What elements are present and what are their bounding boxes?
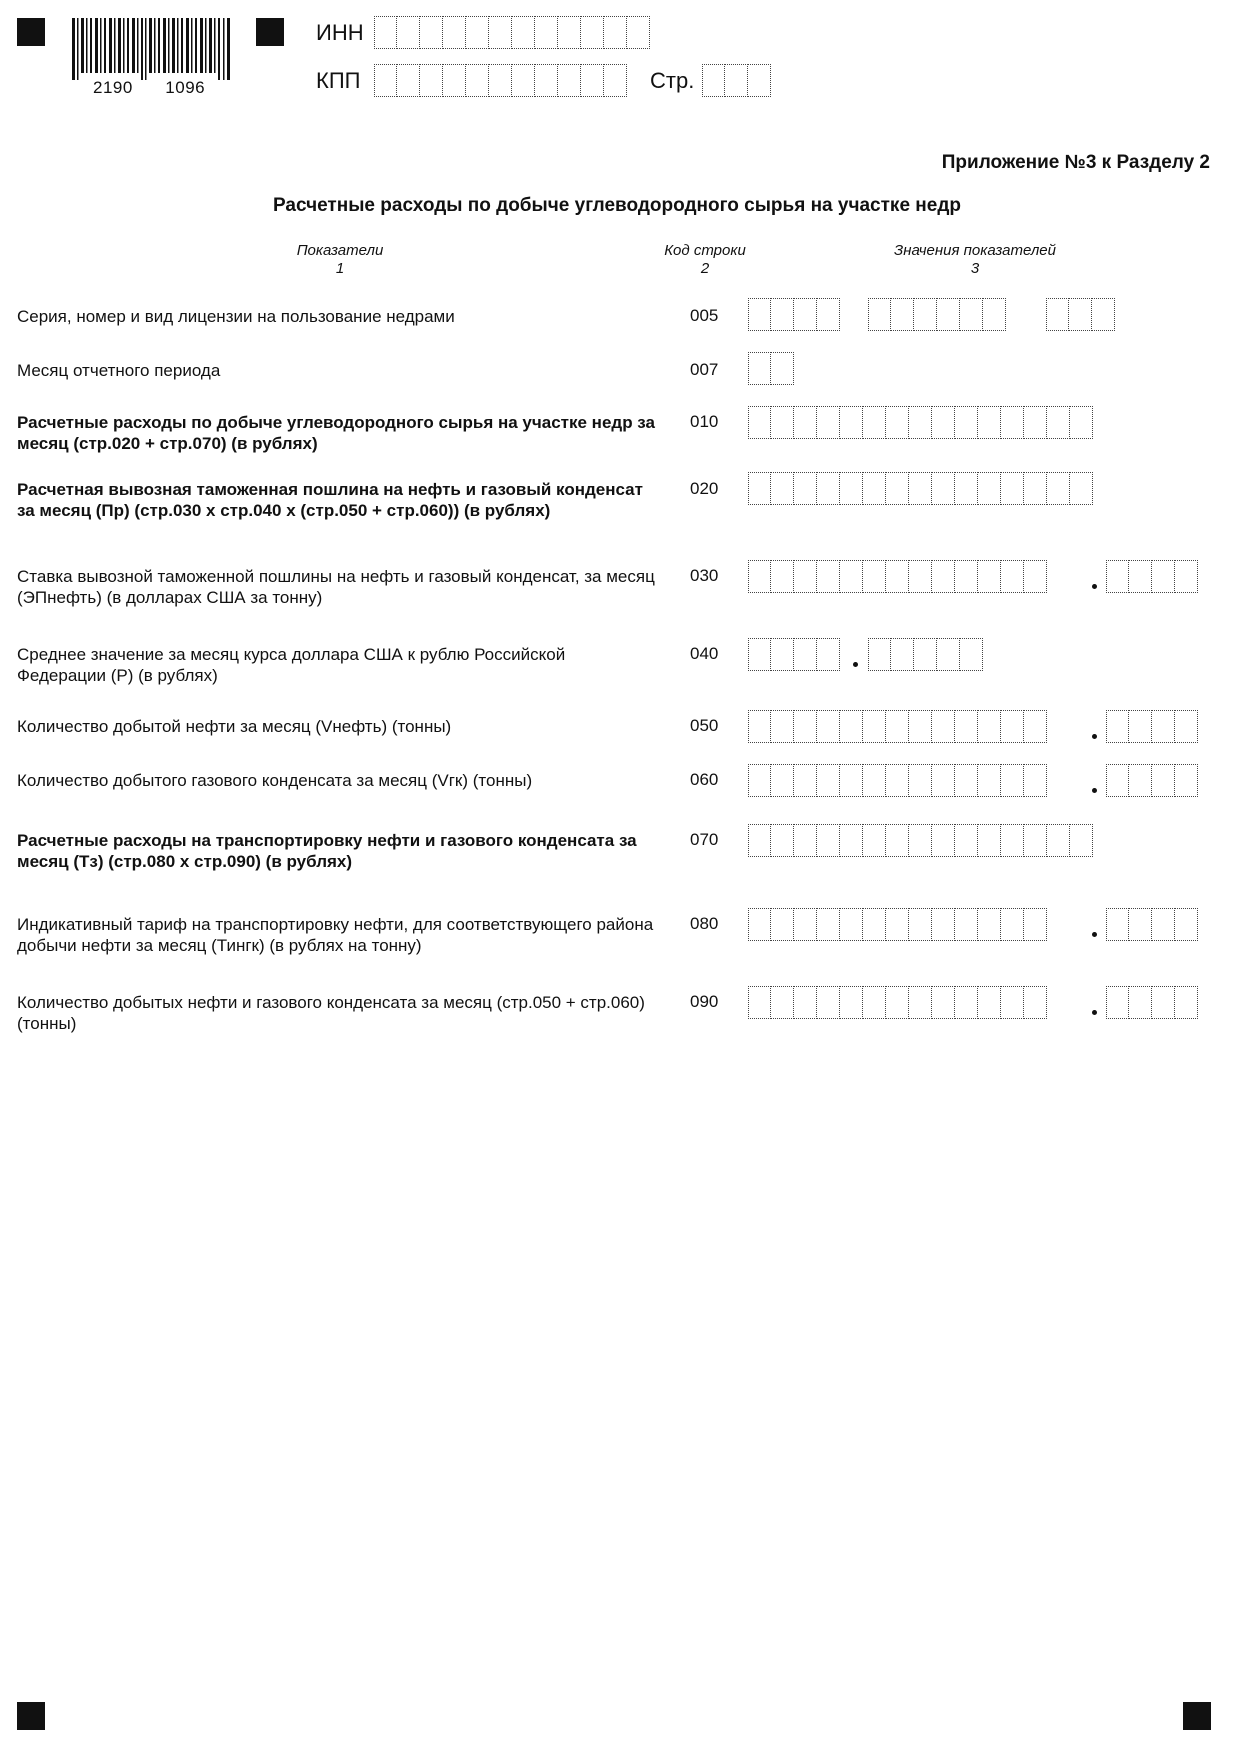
value-cell[interactable] [771,352,794,385]
value-cell[interactable] [794,908,817,941]
value-cell[interactable] [932,908,955,941]
value-cell[interactable] [771,824,794,857]
value-cell[interactable] [840,824,863,857]
value-field-090-integer[interactable] [748,986,1047,1019]
value-cell[interactable] [1047,824,1070,857]
column-header-line-code-label: Код строки [664,242,746,259]
column-header-indicators-number: 1 [335,260,345,277]
row-label-007: Месяц отчетного периода [17,361,221,380]
column-header-line-code-number: 2 [700,260,710,277]
value-cell[interactable] [1047,406,1070,439]
column-header-line-code [640,242,770,278]
value-cell[interactable] [863,824,886,857]
value-field-070[interactable] [748,824,1093,857]
value-cell[interactable] [1175,560,1198,593]
value-cell[interactable] [914,298,937,331]
value-cell[interactable] [909,560,932,593]
value-cell[interactable] [748,406,771,439]
inn-cell[interactable] [489,16,512,49]
inn-cell[interactable] [374,16,397,49]
value-cell[interactable] [863,764,886,797]
value-cell[interactable] [978,472,1001,505]
column-header-indicators [240,242,440,278]
license-type-field[interactable] [1046,298,1115,331]
value-cell[interactable] [1175,710,1198,743]
value-cell[interactable] [1001,560,1024,593]
value-cell[interactable] [891,638,914,671]
value-cell[interactable] [748,764,771,797]
value-cell[interactable] [748,638,771,671]
value-cell[interactable] [794,824,817,857]
page-cell[interactable] [748,64,771,97]
decimal-point [1092,584,1097,589]
value-cell[interactable] [1024,406,1047,439]
row-code-070: 070 [690,830,719,849]
value-cell[interactable] [932,560,955,593]
value-field-040-decimal[interactable] [868,638,983,671]
row-code-007: 007 [690,360,719,379]
page-cell[interactable] [702,64,725,97]
corner-marker-top-right [256,18,284,46]
inn-field[interactable] [374,16,650,49]
value-cell[interactable] [817,908,840,941]
value-cell[interactable] [886,908,909,941]
value-cell[interactable] [1175,764,1198,797]
row-label-050: Количество добытой нефти за месяц (Vнефть) (тонны) [17,717,452,736]
inn-cell[interactable] [581,16,604,49]
value-cell[interactable] [863,472,886,505]
value-cell[interactable] [983,298,1006,331]
value-cell[interactable] [1106,710,1129,743]
value-field-080-integer[interactable] [748,908,1047,941]
row-code-040: 040 [690,644,719,663]
value-cell[interactable] [1152,764,1175,797]
value-cell[interactable] [1175,986,1198,1019]
value-cell[interactable] [909,986,932,1019]
value-cell[interactable] [748,298,771,331]
value-cell[interactable] [1024,986,1047,1019]
month-field[interactable] [748,352,794,385]
value-cell[interactable] [840,710,863,743]
value-cell[interactable] [817,710,840,743]
value-cell[interactable] [817,638,840,671]
value-cell[interactable] [1001,764,1024,797]
value-field-080-decimal[interactable] [1106,908,1198,941]
barcode-number-right: 1096 [165,78,206,97]
kpp-cell[interactable] [420,64,443,97]
value-field-020[interactable] [748,472,1093,505]
value-cell[interactable] [1070,406,1093,439]
value-cell[interactable] [932,764,955,797]
value-cell[interactable] [909,908,932,941]
inn-cell[interactable] [420,16,443,49]
value-cell[interactable] [1129,764,1152,797]
value-cell[interactable] [794,560,817,593]
value-cell[interactable] [886,710,909,743]
value-cell[interactable] [1001,472,1024,505]
value-cell[interactable] [932,986,955,1019]
value-field-090-decimal[interactable] [1106,986,1198,1019]
kpp-cell[interactable] [489,64,512,97]
value-cell[interactable] [794,472,817,505]
row-label-070: Расчетные расходы на транспортировку нефти и газового конденсата за месяц (Тз) (стр.080 х стр.090) (в рублях) [17,831,637,871]
value-cell[interactable] [978,764,1001,797]
value-cell[interactable] [909,764,932,797]
value-cell[interactable] [914,638,937,671]
value-field-050-decimal[interactable] [1106,710,1198,743]
corner-marker-bottom-right [1183,1702,1211,1730]
value-cell[interactable] [1092,298,1115,331]
row-label-040: Среднее значение за месяц курса доллара США к рублю Российской Федерации (Р) (в рублях) [17,645,566,685]
value-cell[interactable] [863,406,886,439]
value-cell[interactable] [909,710,932,743]
value-cell[interactable] [840,560,863,593]
kpp-label: КПП [316,68,361,93]
row-code-030: 030 [690,566,719,585]
decimal-point [853,662,858,667]
value-cell[interactable] [1046,298,1069,331]
value-cell[interactable] [771,406,794,439]
inn-cell[interactable] [466,16,489,49]
value-field-060-decimal[interactable] [1106,764,1198,797]
value-cell[interactable] [794,406,817,439]
column-header-values [850,242,1100,278]
kpp-cell[interactable] [374,64,397,97]
value-cell[interactable] [1152,560,1175,593]
inn-label: ИНН [316,20,364,45]
value-cell[interactable] [771,472,794,505]
license-series-field[interactable] [748,298,840,331]
value-cell[interactable] [978,824,1001,857]
row-label-010: Расчетные расходы по добыче углеводородного сырья на участке недр за месяц (стр.020 + стр.070) (в рублях) [17,413,655,453]
value-cell[interactable] [1047,472,1070,505]
value-cell[interactable] [1069,298,1092,331]
value-cell[interactable] [1129,986,1152,1019]
value-cell[interactable] [748,472,771,505]
value-cell[interactable] [1024,764,1047,797]
value-cell[interactable] [891,298,914,331]
value-cell[interactable] [937,298,960,331]
value-cell[interactable] [794,638,817,671]
value-cell[interactable] [748,710,771,743]
row-label-005: Серия, номер и вид лицензии на пользование недрами [17,307,455,326]
value-cell[interactable] [748,560,771,593]
value-cell[interactable] [817,764,840,797]
row-label-060: Количество добытого газового конденсата за месяц (Vгк) (тонны) [17,771,533,790]
value-cell[interactable] [909,824,932,857]
value-cell[interactable] [955,472,978,505]
value-field-010[interactable] [748,406,1093,439]
value-cell[interactable] [1024,560,1047,593]
value-cell[interactable] [748,352,771,385]
row-label-080: Индикативный тариф на транспортировку нефти, для соответствующего района добычи нефти за месяц (Тингк) (в рублях на тонну) [17,915,654,955]
value-cell[interactable] [955,824,978,857]
value-cell[interactable] [863,986,886,1019]
value-cell[interactable] [840,986,863,1019]
value-cell[interactable] [1001,406,1024,439]
page-field[interactable] [702,64,771,97]
page-label: Стр. [650,68,695,93]
value-cell[interactable] [886,472,909,505]
row-label-090: Количество добытых нефти и газового конденсата за месяц (стр.050 + стр.060) (тонны) [17,993,645,1033]
value-cell[interactable] [955,908,978,941]
row-code-090: 090 [690,992,719,1011]
value-cell[interactable] [909,472,932,505]
value-cell[interactable] [868,298,891,331]
row-code-080: 080 [690,914,719,933]
value-cell[interactable] [794,764,817,797]
value-cell[interactable] [794,986,817,1019]
kpp-cell[interactable] [443,64,466,97]
page-cell[interactable] [725,64,748,97]
value-cell[interactable] [863,908,886,941]
kpp-cell[interactable] [512,64,535,97]
value-cell[interactable] [1129,560,1152,593]
value-cell[interactable] [1024,908,1047,941]
value-cell[interactable] [978,560,1001,593]
inn-cell[interactable] [535,16,558,49]
inn-cell[interactable] [443,16,466,49]
value-field-050-integer[interactable] [748,710,1047,743]
kpp-cell[interactable] [535,64,558,97]
value-cell[interactable] [978,710,1001,743]
value-cell[interactable] [840,472,863,505]
column-header-values-label: Значения показателей [893,242,1056,259]
kpp-field[interactable] [374,64,627,97]
decimal-point [1092,734,1097,739]
value-cell[interactable] [771,638,794,671]
value-cell[interactable] [1106,764,1129,797]
value-cell[interactable] [978,986,1001,1019]
license-number-field[interactable] [868,298,1006,331]
column-header-values-number: 3 [970,260,980,277]
row-code-020: 020 [690,479,719,498]
value-cell[interactable] [1129,908,1152,941]
row-code-010: 010 [690,412,719,431]
value-cell[interactable] [794,298,817,331]
value-cell[interactable] [748,908,771,941]
page-title: Расчетные расходы по добыче углеводородного сырья на участке недр [273,195,961,216]
value-cell[interactable] [932,824,955,857]
value-cell[interactable] [817,986,840,1019]
value-cell[interactable] [1106,986,1129,1019]
value-cell[interactable] [1106,908,1129,941]
value-cell[interactable] [960,298,983,331]
value-cell[interactable] [1024,824,1047,857]
barcode-number-left: 2190 [93,78,133,97]
value-cell[interactable] [955,406,978,439]
column-header-indicators-label: Показатели [296,242,384,259]
value-cell[interactable] [886,560,909,593]
value-cell[interactable] [1152,986,1175,1019]
value-cell[interactable] [771,560,794,593]
row-label-030: Ставка вывозной таможенной пошлины на нефть и газовый конденсат, за месяц (ЭПнефть) (в долларах США за тонну) [17,567,655,607]
value-cell[interactable] [886,986,909,1019]
value-cell[interactable] [1024,710,1047,743]
value-cell[interactable] [817,824,840,857]
value-cell[interactable] [1024,472,1047,505]
value-cell[interactable] [840,908,863,941]
value-cell[interactable] [978,406,1001,439]
value-cell[interactable] [932,472,955,505]
row-code-005: 005 [690,306,719,325]
value-cell[interactable] [909,406,932,439]
value-cell[interactable] [1106,560,1129,593]
value-cell[interactable] [817,560,840,593]
decimal-point [1092,932,1097,937]
inn-cell[interactable] [627,16,650,49]
value-field-030-integer[interactable] [748,560,1047,593]
value-cell[interactable] [794,710,817,743]
value-cell[interactable] [1070,472,1093,505]
value-cell[interactable] [840,406,863,439]
corner-marker-top-left [17,18,45,46]
value-cell[interactable] [1001,986,1024,1019]
value-cell[interactable] [1129,710,1152,743]
value-cell[interactable] [1175,908,1198,941]
value-cell[interactable] [771,298,794,331]
value-cell[interactable] [771,986,794,1019]
value-cell[interactable] [1001,908,1024,941]
inn-cell[interactable] [397,16,420,49]
inn-cell[interactable] [512,16,535,49]
barcode [72,18,232,80]
row-code-060: 060 [690,770,719,789]
value-cell[interactable] [817,406,840,439]
value-cell[interactable] [1152,710,1175,743]
value-field-060-integer[interactable] [748,764,1047,797]
decimal-point [1092,1010,1097,1015]
value-cell[interactable] [817,472,840,505]
appendix-heading: Приложение №3 к Разделу 2 [941,152,1210,173]
value-cell[interactable] [886,824,909,857]
value-cell[interactable] [748,986,771,1019]
value-cell[interactable] [955,764,978,797]
value-cell[interactable] [886,764,909,797]
value-field-030-decimal[interactable] [1106,560,1198,593]
kpp-cell[interactable] [581,64,604,97]
value-cell[interactable] [937,638,960,671]
value-cell[interactable] [932,406,955,439]
decimal-point [1092,788,1097,793]
value-cell[interactable] [771,908,794,941]
value-cell[interactable] [1070,824,1093,857]
inn-cell[interactable] [558,16,581,49]
value-cell[interactable] [932,710,955,743]
value-cell[interactable] [955,560,978,593]
value-cell[interactable] [886,406,909,439]
value-cell[interactable] [840,764,863,797]
kpp-cell[interactable] [397,64,420,97]
value-cell[interactable] [868,638,891,671]
value-cell[interactable] [863,560,886,593]
value-cell[interactable] [1001,710,1024,743]
kpp-cell[interactable] [466,64,489,97]
row-label-020: Расчетная вывозная таможенная пошлина на нефть и газовый конденсат за месяц (Пр) (стр.030 х стр.040 х (стр.050 + стр.060)) (в рублях) [17,480,643,520]
value-cell[interactable] [817,298,840,331]
value-cell[interactable] [955,986,978,1019]
value-cell[interactable] [863,710,886,743]
kpp-cell[interactable] [558,64,581,97]
value-cell[interactable] [771,710,794,743]
value-cell[interactable] [955,710,978,743]
value-cell[interactable] [960,638,983,671]
value-cell[interactable] [771,764,794,797]
value-cell[interactable] [1001,824,1024,857]
value-cell[interactable] [978,908,1001,941]
barcode-number [93,78,205,98]
value-cell[interactable] [1152,908,1175,941]
inn-cell[interactable] [604,16,627,49]
corner-marker-bottom-left [17,1702,45,1730]
value-field-040-integer[interactable] [748,638,840,671]
kpp-cell[interactable] [604,64,627,97]
row-code-050: 050 [690,716,719,735]
value-cell[interactable] [748,824,771,857]
